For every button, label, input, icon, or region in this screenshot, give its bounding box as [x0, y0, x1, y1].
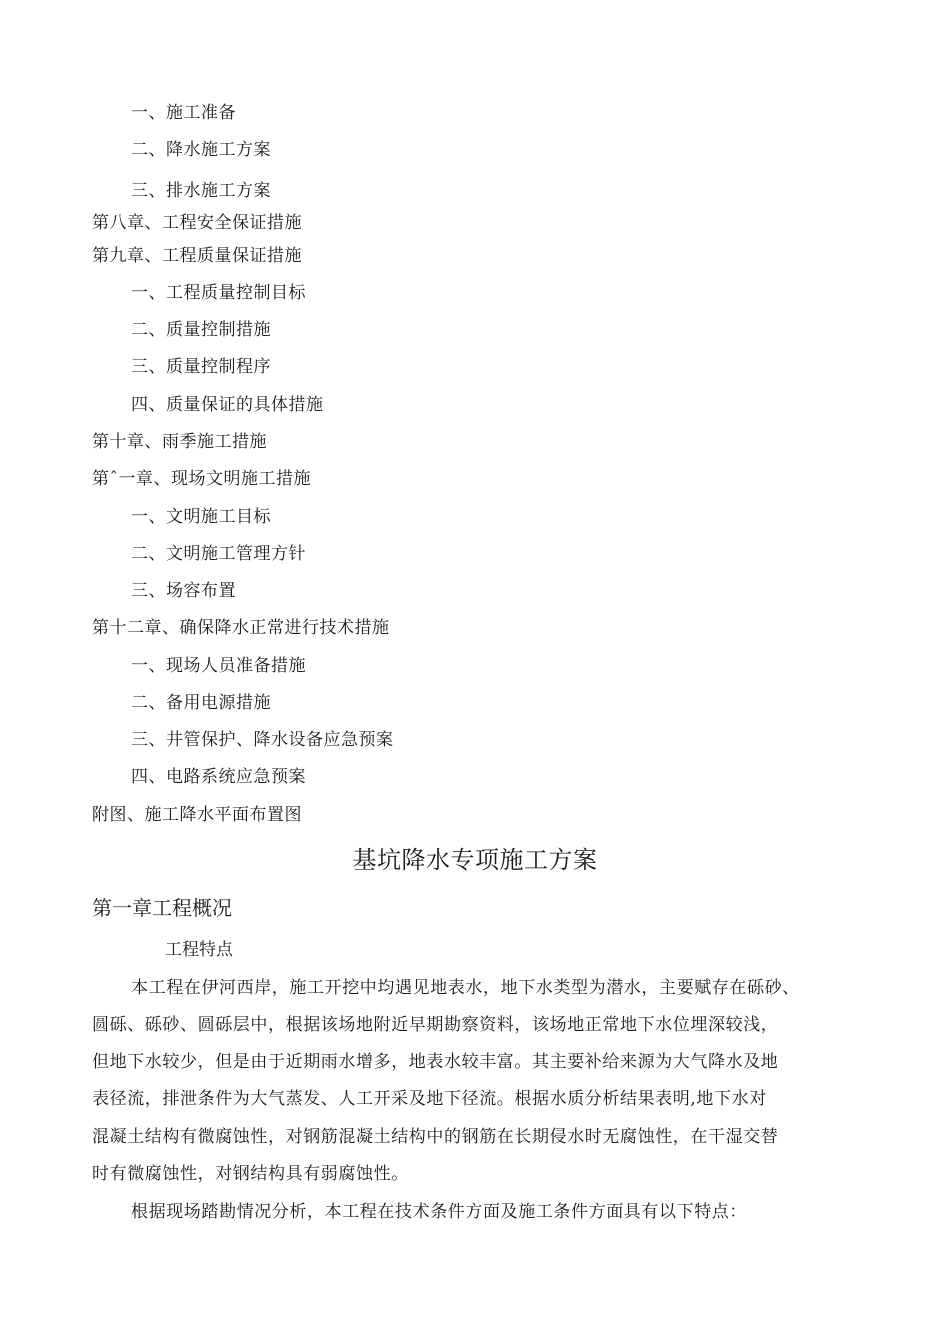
toc-item: 四、质量保证的具体措施: [131, 395, 324, 415]
section-heading: 工程特点: [165, 940, 233, 960]
paragraph-line: 混凝土结构有微腐蚀性，对钢筋混凝土结构中的钢筋在长期侵水时无腐蚀性，在干湿交替: [92, 1127, 779, 1147]
toc-item: 三、排水施工方案: [131, 181, 271, 201]
document-title: 基坑降水专项施工方案: [352, 846, 598, 874]
toc-chapter: 第九章、工程质量保证措施: [92, 246, 302, 266]
paragraph-line: 但地下水较少，但是由于近期雨水增多，地表水较丰富。其主要补给来源为大气降水及地: [92, 1052, 779, 1072]
toc-item: 三、井管保护、降水设备应急预案: [131, 730, 394, 750]
toc-chapter: 第十二章、确保降水正常进行技术措施: [92, 618, 390, 638]
toc-chapter: 第八章、工程安全保证措施: [92, 213, 302, 233]
toc-item: 三、场容布置: [131, 581, 236, 601]
toc-item: 三、质量控制程序: [131, 357, 271, 377]
toc-item: 一、施工准备: [131, 103, 236, 123]
toc-item: 二、文明施工管理方针: [131, 544, 306, 564]
toc-chapter: 附图、施工降水平面布置图: [92, 805, 302, 825]
toc-item: 二、质量控制措施: [131, 320, 271, 340]
toc-chapter: 第十章、雨季施工措施: [92, 432, 267, 452]
toc-item: 二、降水施工方案: [131, 140, 271, 160]
paragraph-line: 表径流，排泄条件为大气蒸发、人工开采及地下径流。根据水质分析结果表明,地下水对: [92, 1089, 767, 1109]
paragraph-line: 时有微腐蚀性，对钢结构具有弱腐蚀性。: [92, 1164, 409, 1184]
body-paragraph: 根据现场踏勘情况分析，本工程在技术条件方面及施工条件方面具有以下特点：: [131, 1202, 747, 1222]
toc-item: 一、现场人员准备措施: [131, 656, 306, 676]
paragraph-line: 圆砾、砾砂、圆砾层中，根据该场地附近早期勘察资料，该场地正常地下水位埋深较浅，: [92, 1015, 779, 1035]
paragraph-line: 本工程在伊河西岸，施工开挖中均遇见地表水，地下水类型为潜水，主要赋存在砾砂、: [131, 978, 800, 998]
toc-item: 一、文明施工目标: [131, 507, 271, 527]
toc-item: 二、备用电源措施: [131, 693, 271, 713]
toc-chapter: 第ˆ一章、现场文明施工措施: [92, 469, 311, 489]
chapter-heading: 第一章工程概况: [92, 896, 232, 920]
toc-item: 一、工程质量控制目标: [131, 283, 306, 303]
toc-item: 四、电路系统应急预案: [131, 767, 306, 787]
